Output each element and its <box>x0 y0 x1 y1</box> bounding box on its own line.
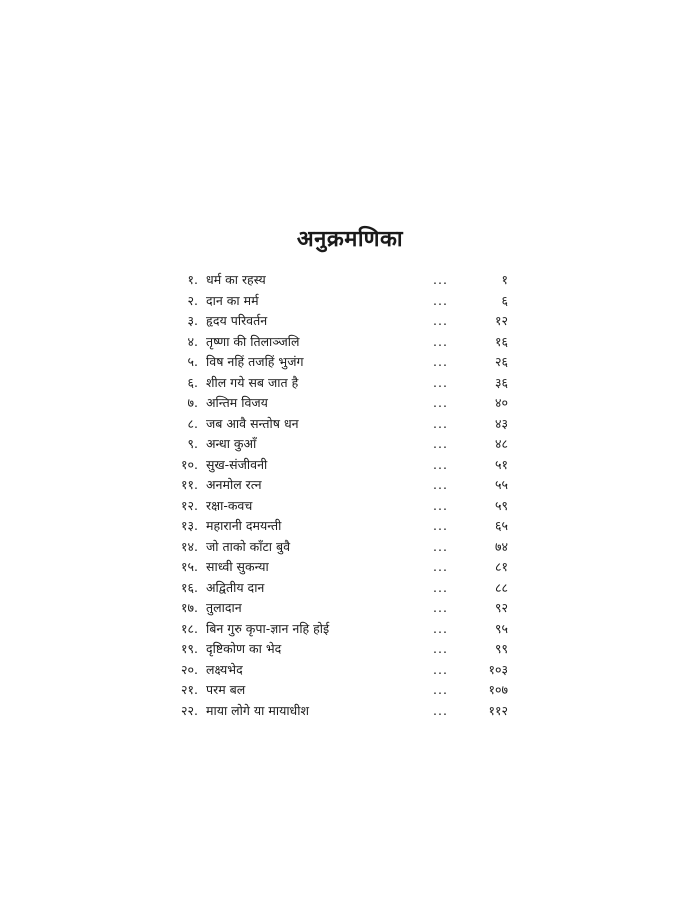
toc-entry-leader: ... <box>433 333 448 349</box>
toc-entry-number: १२. <box>181 497 198 513</box>
toc-entry-leader: ... <box>433 374 448 390</box>
toc-entry-title: जो ताको काँटा बुवै <box>206 538 291 554</box>
toc-entry-title: दृष्टिकोण का भेद <box>206 641 282 656</box>
toc-entry-page-number: ७४ <box>494 538 508 554</box>
toc-entry-leader: ... <box>433 579 448 595</box>
toc-entry-title: महारानी दमयन्ती <box>206 518 282 533</box>
toc-entry <box>0 311 700 332</box>
toc-entry-page-number: १०३ <box>488 661 508 677</box>
toc-entry-number: ४. <box>187 333 198 349</box>
toc-entry-title: शील गये सब जात है <box>206 374 299 390</box>
toc-entry-page-number: १६ <box>494 333 508 349</box>
toc-entry-leader: ... <box>433 661 448 677</box>
toc-entry-number: १८. <box>181 620 198 636</box>
toc-entry-number: २. <box>187 292 198 308</box>
toc-entry-leader: ... <box>433 538 448 554</box>
toc-entry-leader: ... <box>433 702 448 718</box>
toc-entry-page-number: ९५ <box>494 620 508 636</box>
toc-entry <box>0 455 700 476</box>
toc-entry-title: विष नहिं तजहिं भुजंग <box>206 354 304 369</box>
toc-entry-number: ३. <box>187 313 198 328</box>
toc-entry <box>0 516 700 537</box>
toc-entry-page-number: १ <box>501 272 508 287</box>
toc-entry-page-number: ९२ <box>494 600 508 615</box>
toc-entry-title: रक्षा-कवच <box>206 497 253 513</box>
toc-entry <box>0 680 700 701</box>
toc-entry-number: ५. <box>187 354 198 369</box>
toc-entry <box>0 373 700 394</box>
toc-entry-leader: ... <box>433 477 448 492</box>
toc-entry-page-number: ११२ <box>488 702 508 718</box>
toc-entry-title: धर्म का रहस्य <box>206 272 266 287</box>
toc-entry-title: लक्ष्यभेद <box>206 661 243 677</box>
toc-entry-number: २०. <box>181 661 198 677</box>
toc-entry-title: अन्धा कुआँ <box>206 436 257 451</box>
toc-entry-number: १९. <box>181 641 198 656</box>
toc-entry-page-number: ३६ <box>494 374 508 390</box>
toc-entry-page-number: २६ <box>494 354 508 369</box>
toc-entry-page-number: ५५ <box>494 477 508 492</box>
toc-entry-page-number: ६ <box>501 292 508 308</box>
toc-entry-page-number: ८८ <box>494 579 508 595</box>
toc-entry <box>0 414 700 435</box>
toc-entry-title: अद्वितीय दान <box>206 579 265 595</box>
toc-entry-title: जब आवै सन्तोष धन <box>206 415 299 431</box>
toc-entry-number: १७. <box>181 600 198 615</box>
toc-entry-number: १०. <box>181 456 198 472</box>
toc-entry <box>0 270 700 291</box>
toc-entry-number: ११. <box>181 477 198 492</box>
toc-entry-number: २१. <box>181 682 198 697</box>
toc-entry-page-number: ५९ <box>494 497 508 513</box>
toc-entry-page-number: ९९ <box>494 641 508 656</box>
toc-entry-title: बिन गुरु कृपा-ज्ञान नहि होई <box>206 620 330 636</box>
toc-entry-leader: ... <box>433 641 448 656</box>
toc-entry-page-number: ६५ <box>494 518 508 533</box>
toc-entry-leader: ... <box>433 272 448 287</box>
toc-entry-page-number: ४३ <box>494 415 508 431</box>
toc-entry-leader: ... <box>433 518 448 533</box>
toc-entry-page-number: ४० <box>494 395 508 410</box>
toc-entry-title: माया लोगे या मायाधीश <box>206 702 309 718</box>
toc-entry <box>0 598 700 619</box>
toc-entry <box>0 434 700 455</box>
page-title: अनुक्रमणिका <box>296 227 404 252</box>
toc-entry-page-number: १०७ <box>488 682 508 697</box>
toc-entry-leader: ... <box>433 682 448 697</box>
toc-entry <box>0 639 700 660</box>
toc-entry-number: ७. <box>187 395 198 410</box>
toc-entry-title: तृष्णा की तिलाञ्जलि <box>206 333 300 349</box>
toc-entry-leader: ... <box>433 559 448 574</box>
toc-entry-leader: ... <box>433 292 448 308</box>
toc-entry <box>0 619 700 640</box>
toc-entry <box>0 578 700 599</box>
table-of-contents <box>0 270 700 721</box>
toc-entry-leader: ... <box>433 415 448 431</box>
toc-entry <box>0 660 700 681</box>
toc-entry <box>0 537 700 558</box>
toc-entry-number: २२. <box>181 702 198 718</box>
toc-entry-title: साध्वी सुकन्या <box>206 559 269 574</box>
toc-entry-leader: ... <box>433 395 448 410</box>
toc-entry <box>0 475 700 496</box>
toc-entry-page-number: ४८ <box>494 436 508 451</box>
toc-entry-title: तुलादान <box>206 600 242 615</box>
toc-entry <box>0 291 700 312</box>
toc-entry-number: १६. <box>181 579 198 595</box>
toc-entry <box>0 332 700 353</box>
toc-entry-leader: ... <box>433 313 448 328</box>
toc-entry-number: १५. <box>181 559 198 574</box>
toc-entry-leader: ... <box>433 497 448 513</box>
toc-entry-number: १३. <box>181 518 198 533</box>
toc-entry-page-number: १२ <box>494 313 508 328</box>
toc-entry-title: परम बल <box>206 682 246 697</box>
toc-entry-title: अन्तिम विजय <box>206 395 268 410</box>
toc-entry-page-number: ८१ <box>494 559 508 574</box>
toc-entry-title: अनमोल रत्न <box>206 477 262 492</box>
toc-entry-title: सुख-संजीवनी <box>206 456 268 472</box>
toc-entry-leader: ... <box>433 436 448 451</box>
toc-entry <box>0 701 700 722</box>
toc-entry <box>0 352 700 373</box>
toc-entry <box>0 496 700 517</box>
toc-entry-leader: ... <box>433 354 448 369</box>
toc-entry-leader: ... <box>433 600 448 615</box>
toc-entry <box>0 557 700 578</box>
toc-entry-leader: ... <box>433 620 448 636</box>
toc-entry-page-number: ५१ <box>494 456 508 472</box>
toc-entry-number: ८. <box>187 415 198 431</box>
toc-entry-title: दान का मर्म <box>206 292 259 308</box>
toc-entry-number: १. <box>187 272 198 287</box>
toc-entry <box>0 393 700 414</box>
toc-entry-number: १४. <box>181 538 198 554</box>
toc-entry-leader: ... <box>433 456 448 472</box>
toc-entry-number: ६. <box>187 374 198 390</box>
toc-entry-title: हृदय परिवर्तन <box>206 313 268 328</box>
toc-entry-number: ९. <box>187 436 198 451</box>
